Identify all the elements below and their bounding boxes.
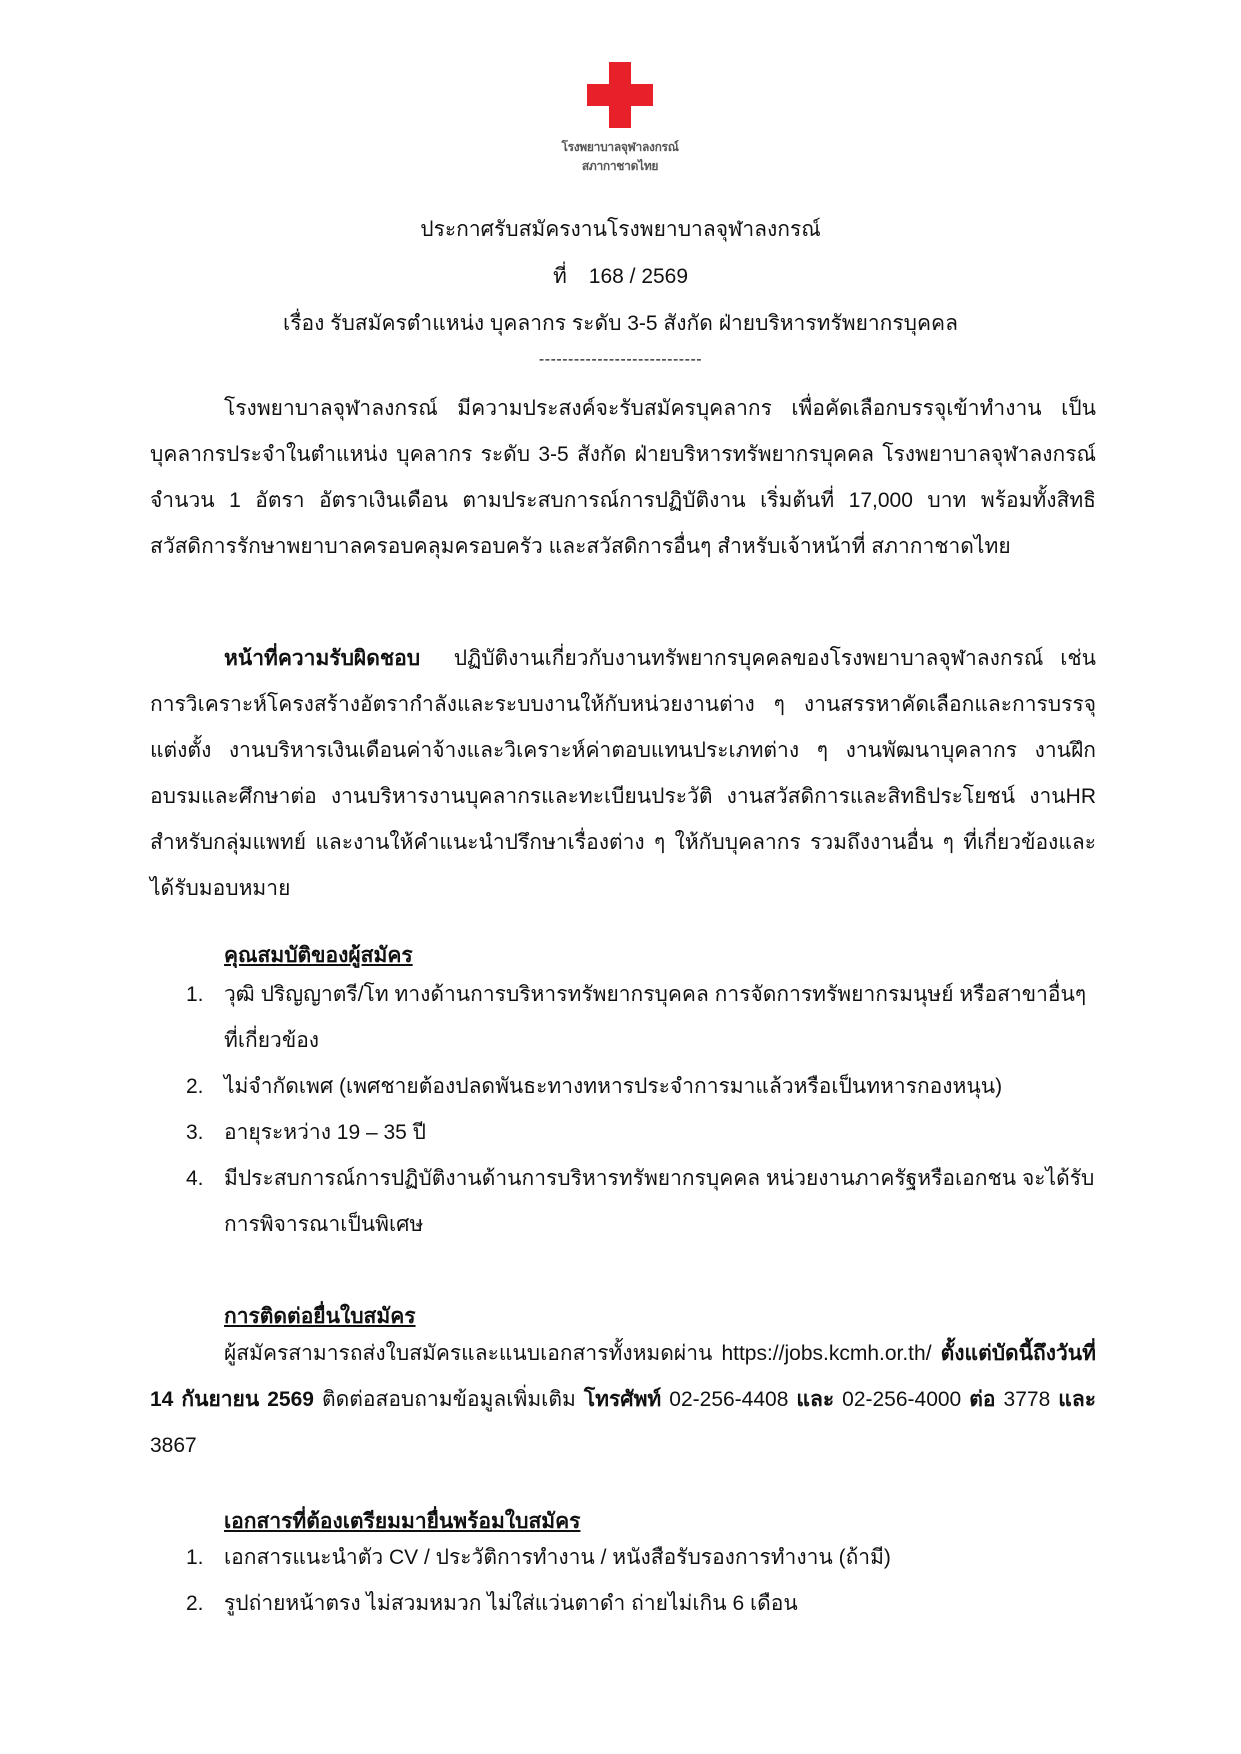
number-value: 168 / 2569: [588, 265, 689, 288]
ext-label: ต่อ: [969, 1388, 996, 1411]
list-item-text: ไม่จำกัดเพศ (เพศชายต้องปลดพันธะทางทหารประจำการมาแล้วหรือเป็นทหารกองหนุน): [224, 1075, 1003, 1098]
announcement-number: [0, 260, 1241, 293]
contact-text-1: ผู้สมัครสามารถส่งใบสมัครและแนบเอกสารทั้งหมดผ่าน https://jobs.kcmh.or.th/: [224, 1342, 941, 1365]
red-cross-horizontal-bar: [587, 84, 653, 106]
list-item-text: รูปถ่ายหน้าตรง ไม่สวมหมวก ไม่ใส่แว่นตาดำ ถ่ายไม่เกิน 6 เดือน: [224, 1592, 798, 1615]
announcement-subject: เรื่อง รับสมัครตำแหน่ง บุคลากร ระดับ 3-5 สังกัด ฝ่ายบริหารทรัพยากรบุคคล: [283, 312, 958, 335]
list-item: [150, 1156, 1096, 1248]
divider-line: ----------------------------: [538, 351, 703, 368]
list-item-number: 4.: [186, 1167, 204, 1190]
hospital-logo: [530, 62, 710, 176]
list-item: [150, 1581, 1096, 1627]
phone-number-2: 02-256-4000: [834, 1388, 970, 1411]
list-item-number: 2.: [186, 1592, 204, 1615]
list-item-text: มีประสบการณ์การปฏิบัติงานด้านการบริหารทรัพยากรบุคคล หน่วยงานภาครัฐหรือเอกชน จะได้รับการพิจารณาเป็นพิเศษ: [224, 1167, 1095, 1236]
ext-number-2: 3867: [150, 1434, 197, 1457]
contact-text-2: ติดต่อสอบถามข้อมูลเพิ่มเติม: [313, 1388, 584, 1411]
contact-paragraph: [150, 1331, 1096, 1469]
intro-text: โรงพยาบาลจุฬาลงกรณ์ มีความประสงค์จะรับสมัครบุคลากร เพื่อคัดเลือกบรรจุเข้าทำงาน เป็นบุคลากรประจำในตำแหน่ง บุคลากร ระดับ 3-5 สังกัด ฝ่ายบริหารทรัพยากรบุคคล โรงพยาบาลจุฬาลงกรณ์ จำนวน 1 อัตรา อัตราเงินเดือน ตามประสบการณ์การปฏิบัติงาน เริ่มต้นที่ 17,000 บาท พร้อมทั้งสิทธิสวัสดิการรักษาพยาบาลครอบคลุมครอบครัว และสวัสดิการอื่นๆ สำหรับเจ้าหน้าที่ สภากาชาดไทย: [150, 397, 1096, 558]
announcement-title: ประกาศรับสมัครงานโรงพยาบาลจุฬาลงกรณ์: [420, 218, 821, 241]
logo-org-line1: โรงพยาบาลจุฬาลงกรณ์: [561, 140, 679, 154]
list-item-text: อายุระหว่าง 19 – 35 ปี: [224, 1121, 427, 1144]
list-item: [150, 1110, 1096, 1156]
and-label-2: และ: [1058, 1388, 1096, 1411]
number-prefix: ที่: [552, 265, 567, 288]
intro-paragraph: [150, 386, 1096, 570]
phone-label: โทรศัพท์: [583, 1388, 662, 1411]
ext-number-1: 3778: [995, 1388, 1059, 1411]
documents-list: [150, 1535, 1096, 1627]
phone-number-1: 02-256-4408: [661, 1388, 797, 1411]
list-item-number: 1.: [186, 983, 204, 1006]
list-item-number: 3.: [186, 1121, 204, 1144]
list-item: [150, 1535, 1096, 1581]
list-item: [150, 1064, 1096, 1110]
list-item: [150, 972, 1096, 1064]
and-label-1: และ: [796, 1388, 835, 1411]
list-item-number: 1.: [186, 1546, 204, 1569]
documents-heading: เอกสารที่ต้องเตรียมมายื่นพร้อมใบสมัคร: [224, 1510, 581, 1533]
duties-label: หน้าที่ความรับผิดชอบ: [224, 647, 421, 670]
logo-org-name: [530, 138, 710, 176]
red-cross-icon: [587, 62, 653, 128]
duties-text: ปฏิบัติงานเกี่ยวกับงานทรัพยากรบุคคลของโรงพยาบาลจุฬาลงกรณ์ เช่น การวิเคราะห์โครงสร้างอัตรากำลังและระบบงานให้กับหน่วยงานต่าง ๆ งานสรรหาคัดเลือกและการบรรจุแต่งตั้ง งานบริหารเงินเดือนค่าจ้างและวิเคราะห์ค่าตอบแทนประเภทต่าง ๆ งานพัฒนาบุคลากร งานฝึกอบรมและศึกษาต่อ งานบริหารงานบุคลากรและทะเบียนประวัติ งานสวัสดิการและสิทธิประโยชน์ งานHR สำหรับกลุ่มแพทย์ และงานให้คำแนะนำปรึกษาเรื่องต่าง ๆ ให้กับบุคลากร รวมถึงงานอื่น ๆ ที่เกี่ยวข้องและได้รับมอบหมาย: [150, 647, 1096, 900]
contact-deadline: ตั้งแต่บัดนี้ถึงวันที่ 14 กันยายน 2569: [150, 1342, 1096, 1411]
qualifications-heading: คุณสมบัติของผู้สมัคร: [224, 944, 413, 967]
list-item-text: วุฒิ ปริญญาตรี/โท ทางด้านการบริหารทรัพยากรบุคคล การจัดการทรัพยากรมนุษย์ หรือสาขาอื่นๆที่เกี่ยวข้อง: [224, 983, 1087, 1052]
duties-paragraph: [150, 636, 1096, 912]
list-item-number: 2.: [186, 1075, 204, 1098]
qualifications-list: [150, 972, 1096, 1248]
list-item-text: เอกสารแนะนำตัว CV / ประวัติการทำงาน / หนังสือรับรองการทำงาน (ถ้ามี): [224, 1546, 891, 1569]
contact-heading: การติดต่อยื่นใบสมัคร: [224, 1305, 416, 1328]
logo-org-line2: สภากาชาดไทย: [581, 159, 659, 173]
